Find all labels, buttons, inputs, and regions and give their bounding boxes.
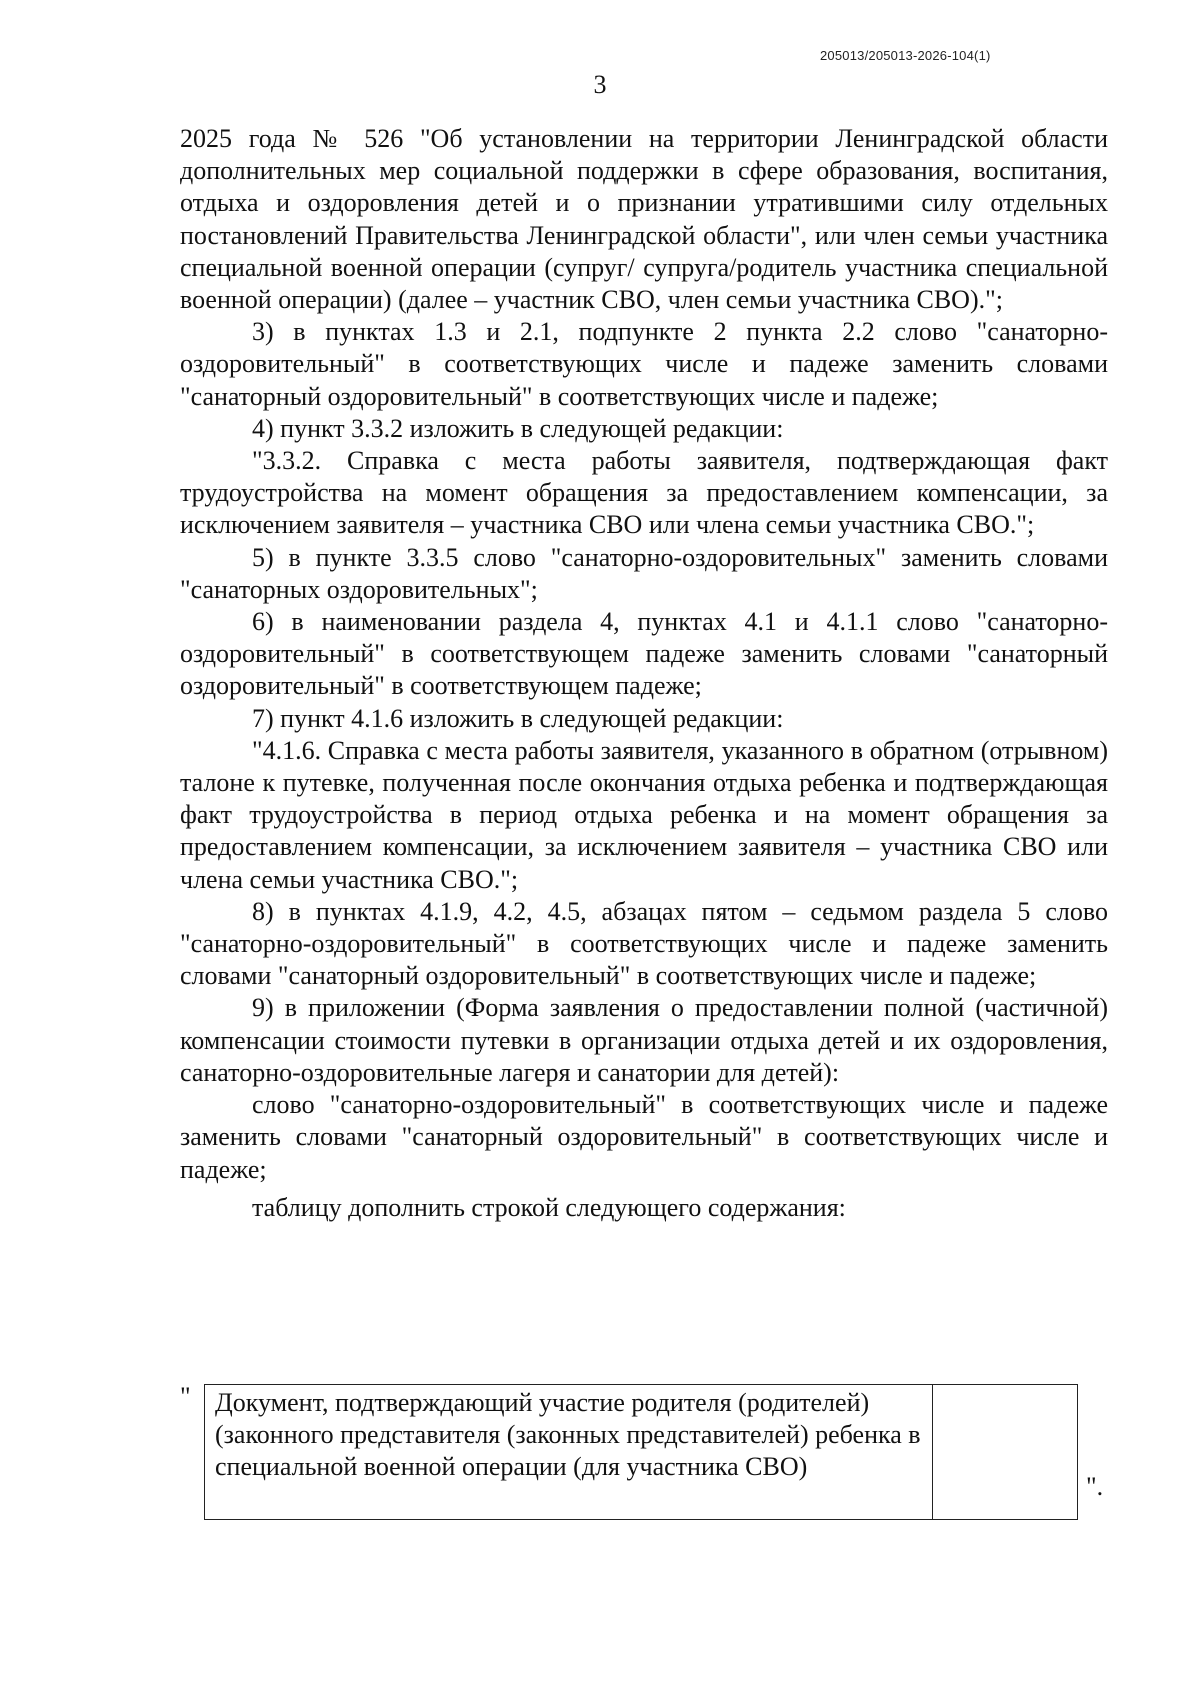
paragraph-continuation: 2025 года № 526 "Об установлении на территории Ленинградской области дополнительных мер социальной поддержки в сфере образования, воспитания, отдыха и оздоровления детей и о признании утратившими силу отдельных постановлений Правительства Ленинградской области", или член семьи участника специальной военной операции (супруг/ супруга/родитель участника специальной военной операции) (далее – участник СВО, член семьи участника СВО).";: [180, 124, 1108, 315]
page-number: 3: [593, 70, 607, 99]
paragraph-item-4: 4) пункт 3.3.2 изложить в следующей редакции:: [252, 413, 784, 443]
paragraph-item-3: 3) в пунктах 1.3 и 2.1, подпункте 2 пункта 2.2 слово "санаторно-оздоровительный" в соответствующих числе и падеже заменить словами "санаторный оздоровительный" в соответствующих числе и падеже;: [180, 317, 1108, 411]
paragraph-table-add: таблицу дополнить строкой следующего содержания:: [252, 1192, 846, 1222]
opening-quote: ": [180, 1382, 191, 1411]
added-table-block: [180, 1384, 1110, 1524]
added-table: [204, 1384, 1078, 1520]
paragraph-item-5: 5) в пункте 3.3.5 слово "санаторно-оздоровительных" заменить словами "санаторных оздоровительных";: [180, 542, 1108, 604]
closing-quote: ".: [1086, 1472, 1104, 1501]
table-row: [205, 1385, 1078, 1520]
table-cell-empty: [932, 1385, 1077, 1520]
document-id: 205013/205013-2026-104(1): [820, 48, 991, 63]
paragraph-word-replace: слово "санаторно-оздоровительный" в соответствующих числе и падеже заменить словами "санаторный оздоровительный" в соответствующих числе и падеже;: [180, 1090, 1108, 1184]
paragraph-item-7: 7) пункт 4.1.6 изложить в следующей редакции:: [252, 703, 784, 733]
table-cell-document: Документ, подтверждающий участие родителя (родителей) (законного представителя (законных представителей) ребенка в специальной военной операции (для участника СВО): [205, 1385, 933, 1520]
paragraph-quote-4-1-6: "4.1.6. Справка с места работы заявителя, указанного в обратном (отрывном) талоне к путевке, полученная после окончания отдыха ребенка и подтверждающая факт трудоустройства в период отдыха ребенка и на момент обращения за предоставлением компенсации, за исключением заявителя – участника СВО или члена семьи участника СВО.";: [180, 735, 1108, 894]
paragraph-item-6: 6) в наименовании раздела 4, пунктах 4.1 и 4.1.1 слово "санаторно-оздоровительный" в соответствующем падеже заменить словами "санаторный оздоровительный" в соответствующем падеже;: [180, 607, 1108, 701]
paragraph-item-9: 9) в приложении (Форма заявления о предоставлении полной (частичной) компенсации стоимости путевки в организации отдыха детей и их оздоровления, санаторно-оздоровительные лагеря и санатории для детей):: [180, 993, 1108, 1087]
paragraph-item-8: 8) в пунктах 4.1.9, 4.2, 4.5, абзацах пятом – седьмом раздела 5 слово "санаторно-оздоровительный" в соответствующих числе и падеже заменить словами "санаторный оздоровительный" в соответствующих числе и падеже;: [180, 896, 1108, 991]
document-body: [180, 123, 1108, 1224]
paragraph-quote-3-3-2: "3.3.2. Справка с места работы заявителя, подтверждающая факт трудоустройства на момент обращения за предоставлением компенсации, за исключением заявителя – участника СВО или члена семьи участника СВО.";: [180, 446, 1108, 540]
